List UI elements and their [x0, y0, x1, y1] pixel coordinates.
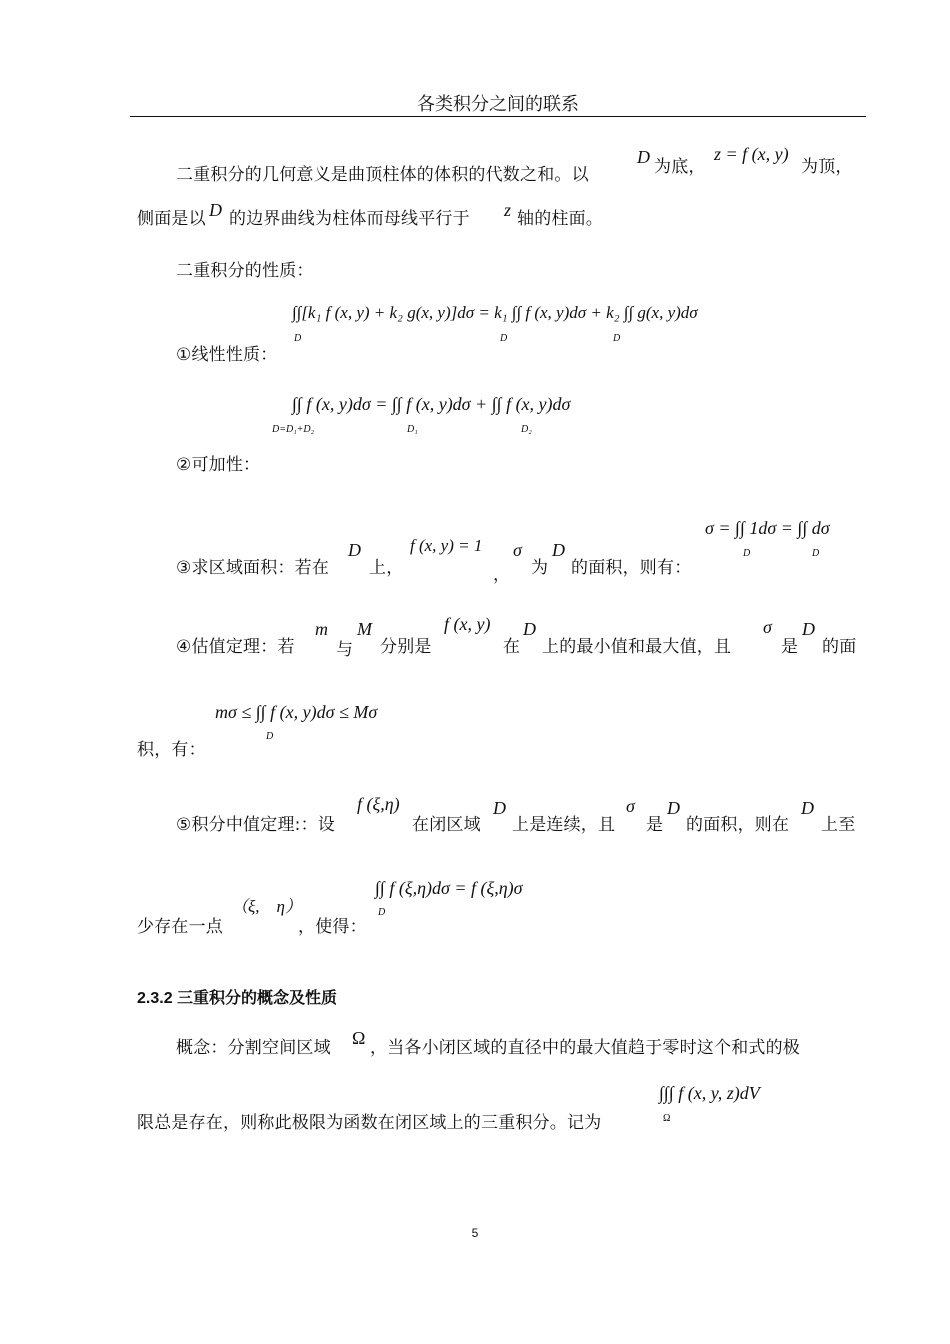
math-point-xi-eta: （ξ, η） — [231, 897, 302, 916]
linearity-formula: ∫∫[k₁ f (x, y) + k₂ g(x, y)]dσ = k₁ ∫∫ f (x, y)dσ + k₂ ∫∫ g(x, y)dσ — [292, 303, 698, 322]
area-formula: σ = ∫∫ 1dσ = ∫∫ dσ — [705, 518, 830, 538]
integral-subscript: D — [266, 731, 274, 742]
math-D: D — [802, 619, 815, 639]
estimation-and-text: 与 — [336, 640, 354, 660]
mean-value-area-text: 的面积，则在 — [686, 815, 790, 835]
section-heading: 2.3.2 三重积分的概念及性质 — [137, 990, 338, 1007]
math-D: D — [552, 540, 565, 560]
additivity-label: ②可加性： — [176, 455, 261, 475]
math-z-eq: z = f (x, y) — [714, 144, 789, 164]
integral-subscript: D — [743, 548, 751, 559]
math-sigma: σ — [513, 540, 522, 560]
math-D: D — [523, 619, 536, 639]
math-D: D — [209, 200, 222, 220]
mean-value-formula: ∫∫ f (ξ,η)dσ = f (ξ,η)σ — [375, 878, 523, 898]
math-D: D — [667, 798, 680, 818]
math-D: D — [348, 540, 361, 560]
estimation-end-text: 的面 — [822, 637, 857, 657]
estimation-label: ④估值定理：若 — [176, 637, 295, 657]
estimation-rest-text: 上的最小值和最大值，且 — [542, 637, 732, 657]
integral-subscript: D — [294, 333, 302, 344]
estimation-are-text: 分别是 — [380, 637, 432, 657]
integral-subscript: D — [378, 907, 386, 918]
concept-line2-text: 限总是存在，则称此极限为函数在闭区域上的三重积分。记为 — [137, 1113, 602, 1133]
area-comma: ， — [493, 565, 511, 585]
concept-line1-rest: ，当各小闭区域的直径中的最大值趋于零时这个和式的极 — [370, 1038, 800, 1058]
math-m: m — [315, 619, 328, 639]
math-z: z — [504, 200, 512, 220]
para1-line1-top: 为顶， — [801, 157, 853, 177]
integral-subscript-omega: Ω — [663, 1113, 671, 1124]
page-number: 5 — [471, 1226, 479, 1240]
math-D: D — [637, 147, 650, 167]
math-M: M — [357, 619, 372, 639]
mean-value-cont-text: 上是连续，且 — [512, 815, 616, 835]
math-omega: Ω — [352, 1028, 366, 1048]
area-on-text: 上， — [369, 558, 404, 578]
header-rule — [130, 116, 866, 117]
para1-line2-end: 轴的柱面。 — [517, 209, 603, 229]
para1-line1-base: 为底， — [654, 157, 706, 177]
para1-line2-text: 侧面是以 — [137, 209, 206, 229]
triple-integral-formula: ∫∫∫ f (x, y, z)dV — [659, 1083, 760, 1103]
additivity-formula: ∫∫ f (x, y)dσ = ∫∫ f (x, y)dσ + ∫∫ f (x, y)dσ — [292, 394, 571, 414]
integral-subscript-d2: D₂ — [521, 424, 532, 435]
estimation-in-text: 在 — [503, 637, 521, 657]
estimation-line2-text: 积，有： — [137, 740, 206, 760]
mean-value-label: ⑤积分中值定理:：设 — [176, 815, 335, 835]
math-f-xy: f (x, y) — [444, 614, 491, 634]
mean-value-end-text: 上至 — [821, 815, 856, 835]
estimation-is-text: 是 — [781, 637, 799, 657]
properties-title: 二重积分的性质： — [176, 261, 314, 281]
math-D: D — [493, 798, 506, 818]
mean-value-get-text: ，使得： — [298, 917, 367, 937]
area-is-text: 为 — [531, 558, 549, 578]
integral-subscript: D — [500, 333, 508, 344]
mean-value-is-text: 是 — [646, 815, 664, 835]
area-condition: f (x, y) = 1 — [410, 536, 483, 555]
para1-line2-text: 的边界曲线为柱体而母线平行于 — [229, 209, 470, 229]
page-header-title: 各类积分之间的联系 — [417, 94, 579, 115]
area-label: ③求区域面积：若在 — [176, 558, 330, 578]
estimation-formula: mσ ≤ ∫∫ f (x, y)dσ ≤ Mσ — [215, 702, 378, 722]
para1-line1-text: 二重积分的几何意义是曲顶柱体的体积的代数之和。以 — [176, 165, 589, 185]
integral-subscript: D — [613, 333, 621, 344]
integral-subscript-d-sum: D=D₁+D₂ — [272, 424, 315, 435]
integral-subscript-d1: D₁ — [407, 424, 418, 435]
integral-subscript: D — [812, 548, 820, 559]
mean-value-line2-text: 少存在一点 — [137, 917, 223, 937]
math-sigma: σ — [763, 617, 772, 637]
math-sigma: σ — [626, 796, 635, 816]
math-f-xi-eta: f (ξ,η) — [357, 794, 400, 814]
area-rest-text: 的面积，则有： — [571, 558, 692, 578]
concept-line1-text: 概念：分割空间区域 — [176, 1038, 331, 1058]
linearity-label: ①线性性质： — [176, 345, 278, 365]
math-D: D — [801, 798, 814, 818]
mean-value-in-text: 在闭区域 — [412, 815, 481, 835]
